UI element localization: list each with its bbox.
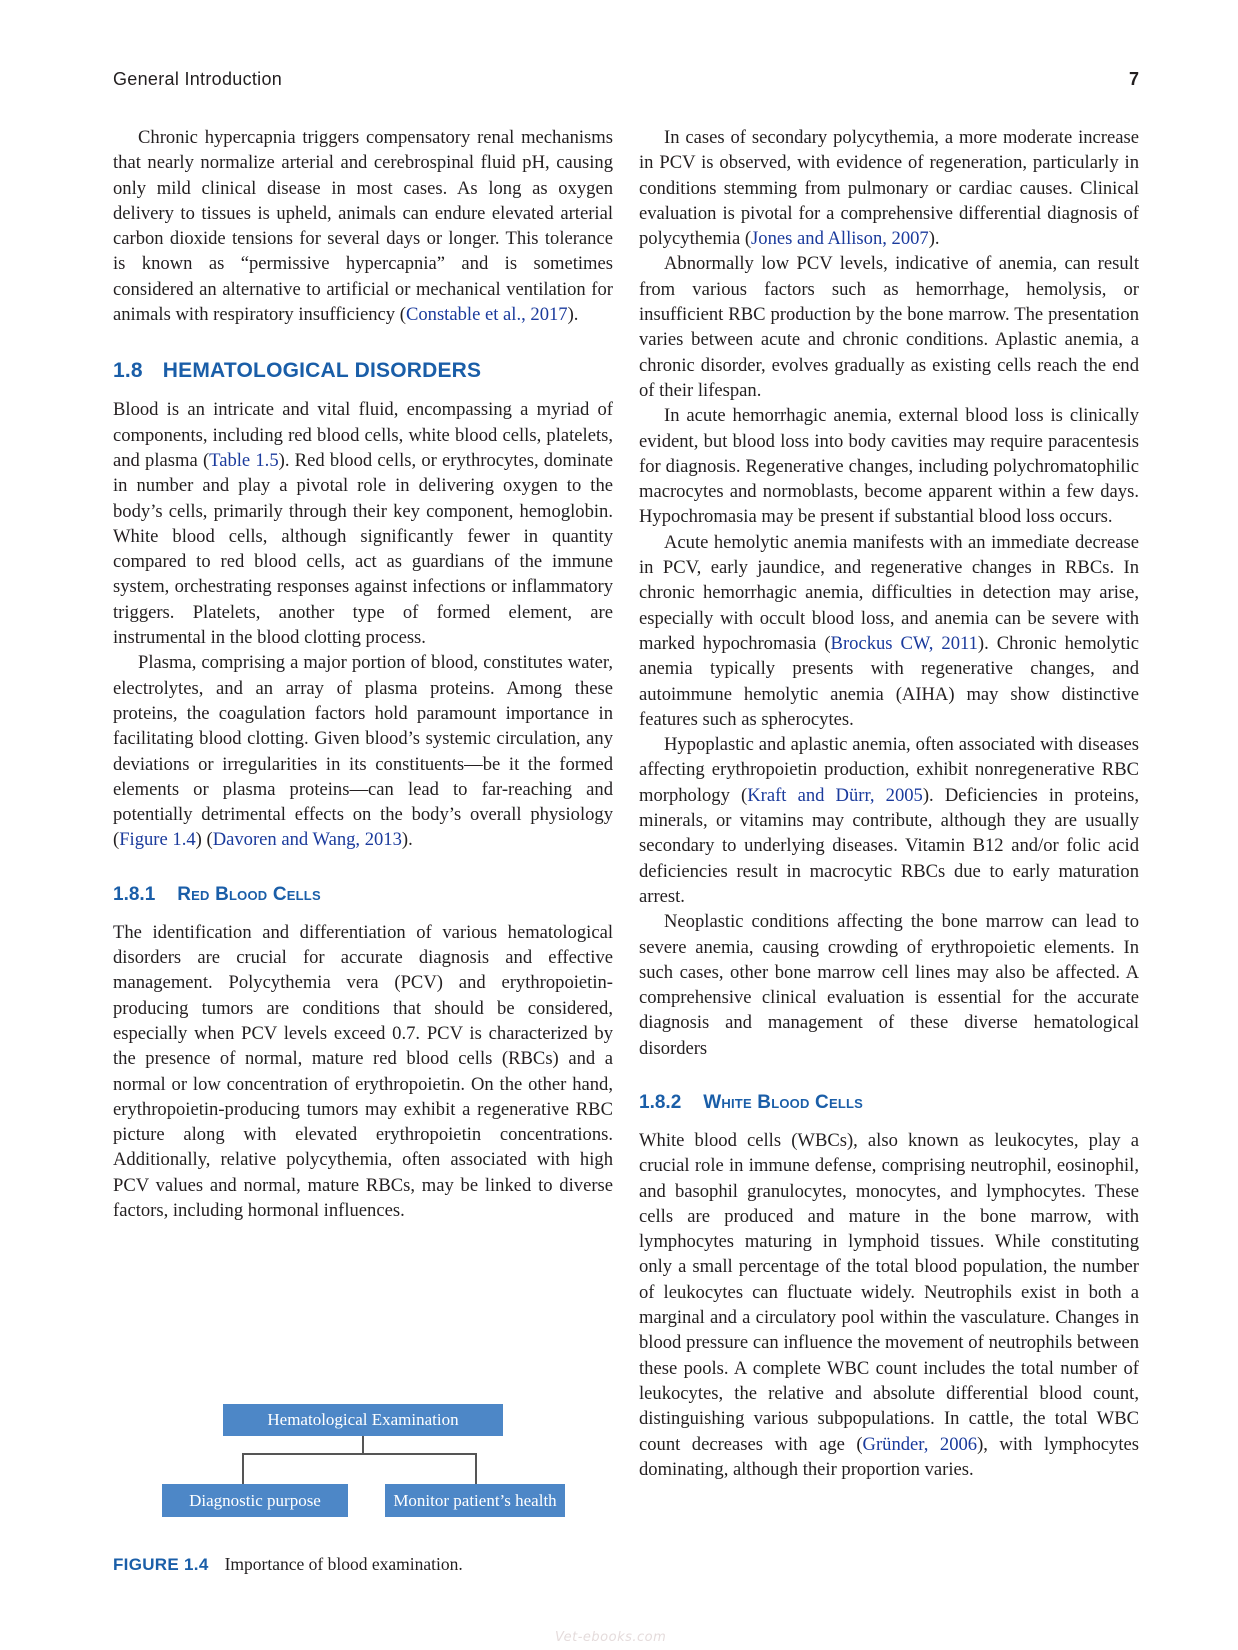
paragraph-text: ). Chronic hemolytic anemia typically presents with regenerative changes, and autoimmune hemolytic anemia (AIHA) may show distinctive features such as spherocytes. [639, 632, 1139, 730]
paragraph: Abnormally low PCV levels, indicative of anemia, can result from various factors such as hemorrhage, hemolysis, or insufficient RBC production by the bone marrow. The presentation varies between acute and chronic conditions. Aplastic anemia, a chronic disorder, evolves gradually as existing cells reach the end of their lifespan. [639, 253, 1139, 401]
figure-diagram [113, 1404, 613, 1564]
paragraph-text: ). [928, 228, 940, 250]
paragraph [639, 732, 1139, 909]
citation-link[interactable]: Davoren and Wang, 2013 [212, 829, 402, 851]
citation-link[interactable]: Kraft and Dürr, 2005 [747, 784, 923, 806]
watermark: Vet-ebooks.com [555, 1630, 667, 1645]
paragraph [113, 650, 613, 852]
table-link[interactable]: Table 1.5 [209, 449, 279, 471]
paragraph-text: ), with lymphocytes dominating, although their proportion varies. [639, 1433, 1139, 1480]
figure-link[interactable]: Figure 1.4 [119, 829, 196, 851]
figure-label: FIGURE 1.4 [113, 1555, 209, 1574]
paragraph-text: Acute hemolytic anemia manifests with an immediate decrease in PCV, early jaundice, and regenerative changes in RBCs. In chronic hemorrhagic anemia, difficulties in detection may arise, especially with occult blood loss, and anemia can be severe with marked hypochromasia ( [639, 531, 1139, 654]
running-header [113, 69, 1139, 95]
section-number: 1.8 [113, 359, 143, 383]
paragraph [639, 125, 1139, 251]
paragraph: Neoplastic conditions affecting the bone marrow can lead to severe anemia, causing crowding of erythropoietic elements. In such cases, other bone marrow cell lines may also be affected. A comprehensive clinical evaluation is essential for the accurate diagnosis and management of these diverse hematological disorders [639, 911, 1139, 1059]
right-column [639, 125, 1139, 1482]
subsection-title: Red Blood Cells [177, 883, 321, 905]
paragraph-text: White blood cells (WBCs), also known as leukocytes, play a crucial role in immune defense, comprising neutrophil, eosinophil, and basophil granulocytes, monocytes, and lymphocytes. These cells are produced and mature in the bone marrow, with lymphocytes maturing in lymphoid tissues. While constituting only a small percentage of the total blood population, the number of leukocytes can fluctuate widely. Neutrophils exist in both a marginal and a circulatory pool within the vasculature. Changes in blood pressure can influence the movement of neutrophils between these pools. A complete WBC count includes the total number of leukocytes, the relative and absolute differential blood count, distinguishing various subpopulations. In cattle, the total WBC count decreases with age ( [639, 1129, 1139, 1455]
paragraph [639, 530, 1139, 732]
paragraph-text: ). [401, 829, 413, 851]
subsection-number: 1.8.2 [639, 1091, 682, 1113]
paragraph-text: ). Deficiencies in proteins, minerals, or vitamins may contribute, although they are usually secondary to underlying diseases. Vitamin B12 and/or folic acid deficiencies result in macrocytic RBCs due to early maturation arrest. [639, 784, 1139, 907]
section-title: HEMATOLOGICAL DISORDERS [162, 359, 482, 383]
subsection-number: 1.8.1 [113, 883, 156, 905]
figure-caption-text: Importance of blood examination. [224, 1554, 463, 1574]
paragraph [639, 1128, 1139, 1482]
paragraph-text: In cases of secondary polycythemia, a more moderate increase in PCV is observed, with evidence of regeneration, particularly in conditions stemming from pulmonary or cardiac causes. Clinical evaluation is pivotal for a comprehensive differential diagnosis of polycythemia ( [639, 127, 1139, 250]
paragraph-text: Chronic hypercapnia triggers compensatory renal mechanisms that nearly normalize arterial and cerebrospinal fluid pH, causing only mild clinical disease in most cases. As long as oxygen delivery to tissues is upheld, animals can endure elevated arterial carbon dioxide tensions for several days or longer. This tolerance is known as “permissive hypercapnia” and is sometimes considered an alternative to artificial or mechanical ventilation for animals with respiratory insufficiency ( [113, 127, 613, 326]
page-number: 7 [1128, 69, 1139, 89]
citation-link[interactable]: Jones and Allison, 2007 [751, 228, 929, 250]
paragraph-text: Plasma, comprising a major portion of blood, constitutes water, electrolytes, and an array of plasma proteins. Among these proteins, the coagulation factors hold paramount importance in facilitating blood clotting. Given blood’s systemic circulation, any deviations or irregularities in its constituents—be it the formed elements or plasma proteins—can lead to far-reaching and potentially detrimental effects on the body’s overall physiology ( [113, 652, 613, 851]
section-heading [113, 353, 613, 389]
paragraph-text: ) ( [195, 829, 213, 851]
paragraph-text: Hypoplastic and aplastic anemia, often associated with diseases affecting erythropoietin production, exhibit nonregenerative RBC morphology ( [639, 734, 1139, 806]
paragraph [113, 397, 613, 650]
citation-link[interactable]: Brockus CW, 2011 [830, 632, 978, 654]
connector-vertical [242, 1453, 244, 1484]
paragraph [113, 125, 613, 327]
paragraph: The identification and differentiation of various hematological disorders are crucial for accurate diagnosis and effective management. Polycythemia vera (PCV) and erythropoietin-producing tumors are conditions that should be considered, especially when PCV levels exceed 0.7. PCV is characterized by the presence of normal, mature red blood cells (RBCs) and a normal or low concentration of erythropoietin. On the other hand, erythropoietin-producing tumors may exhibit a regenerative RBC picture along with elevated erythropoietin concentrations. Additionally, relative polycythemia, often associated with high PCV values and normal, mature RBCs, may be linked to diverse factors, including hormonal influences. [113, 921, 613, 1221]
figure-caption [113, 1552, 463, 1577]
citation-link[interactable]: Gründer, 2006 [862, 1433, 978, 1455]
diagram-box-diagnostic-purpose: Diagnostic purpose [162, 1484, 348, 1517]
subsection-heading [639, 1087, 1139, 1119]
paragraph-text: Blood is an intricate and vital fluid, encompassing a myriad of components, including red blood cells, white blood cells, platelets, and plasma ( [113, 399, 613, 471]
paragraph: In acute hemorrhagic anemia, external blood loss is clinically evident, but blood loss into body cavities may require paracentesis for diagnosis. Regenerative changes, including polychromatophilic macrocytes and normoblasts, become apparent within a few days. Hypochromasia may be present if substantial blood loss occurs. [639, 405, 1139, 528]
diagram-box-hematological-examination: Hematological Examination [223, 1404, 503, 1436]
left-column [113, 125, 613, 1223]
subsection-title: White Blood Cells [703, 1091, 863, 1113]
connector-vertical [362, 1436, 364, 1454]
paragraph-text: ). [567, 304, 579, 326]
citation-link[interactable]: Constable et al., 2017 [405, 304, 568, 326]
connector-vertical [475, 1453, 477, 1484]
connector-horizontal [242, 1453, 477, 1455]
running-title: General Introduction [113, 69, 283, 89]
subsection-heading [113, 879, 613, 911]
paragraph-text: ). Red blood cells, or erythrocytes, dominate in number and play a pivotal role in delivering oxygen to the body’s cells, primarily through their key component, hemoglobin. White blood cells, although significantly fewer in quantity compared to red blood cells, act as guardians of the immune system, orchestrating responses against infections or inflammatory triggers. Platelets, another type of formed element, are instrumental in the blood clotting process. [113, 449, 613, 649]
diagram-box-monitor-health: Monitor patient’s health [385, 1484, 565, 1517]
